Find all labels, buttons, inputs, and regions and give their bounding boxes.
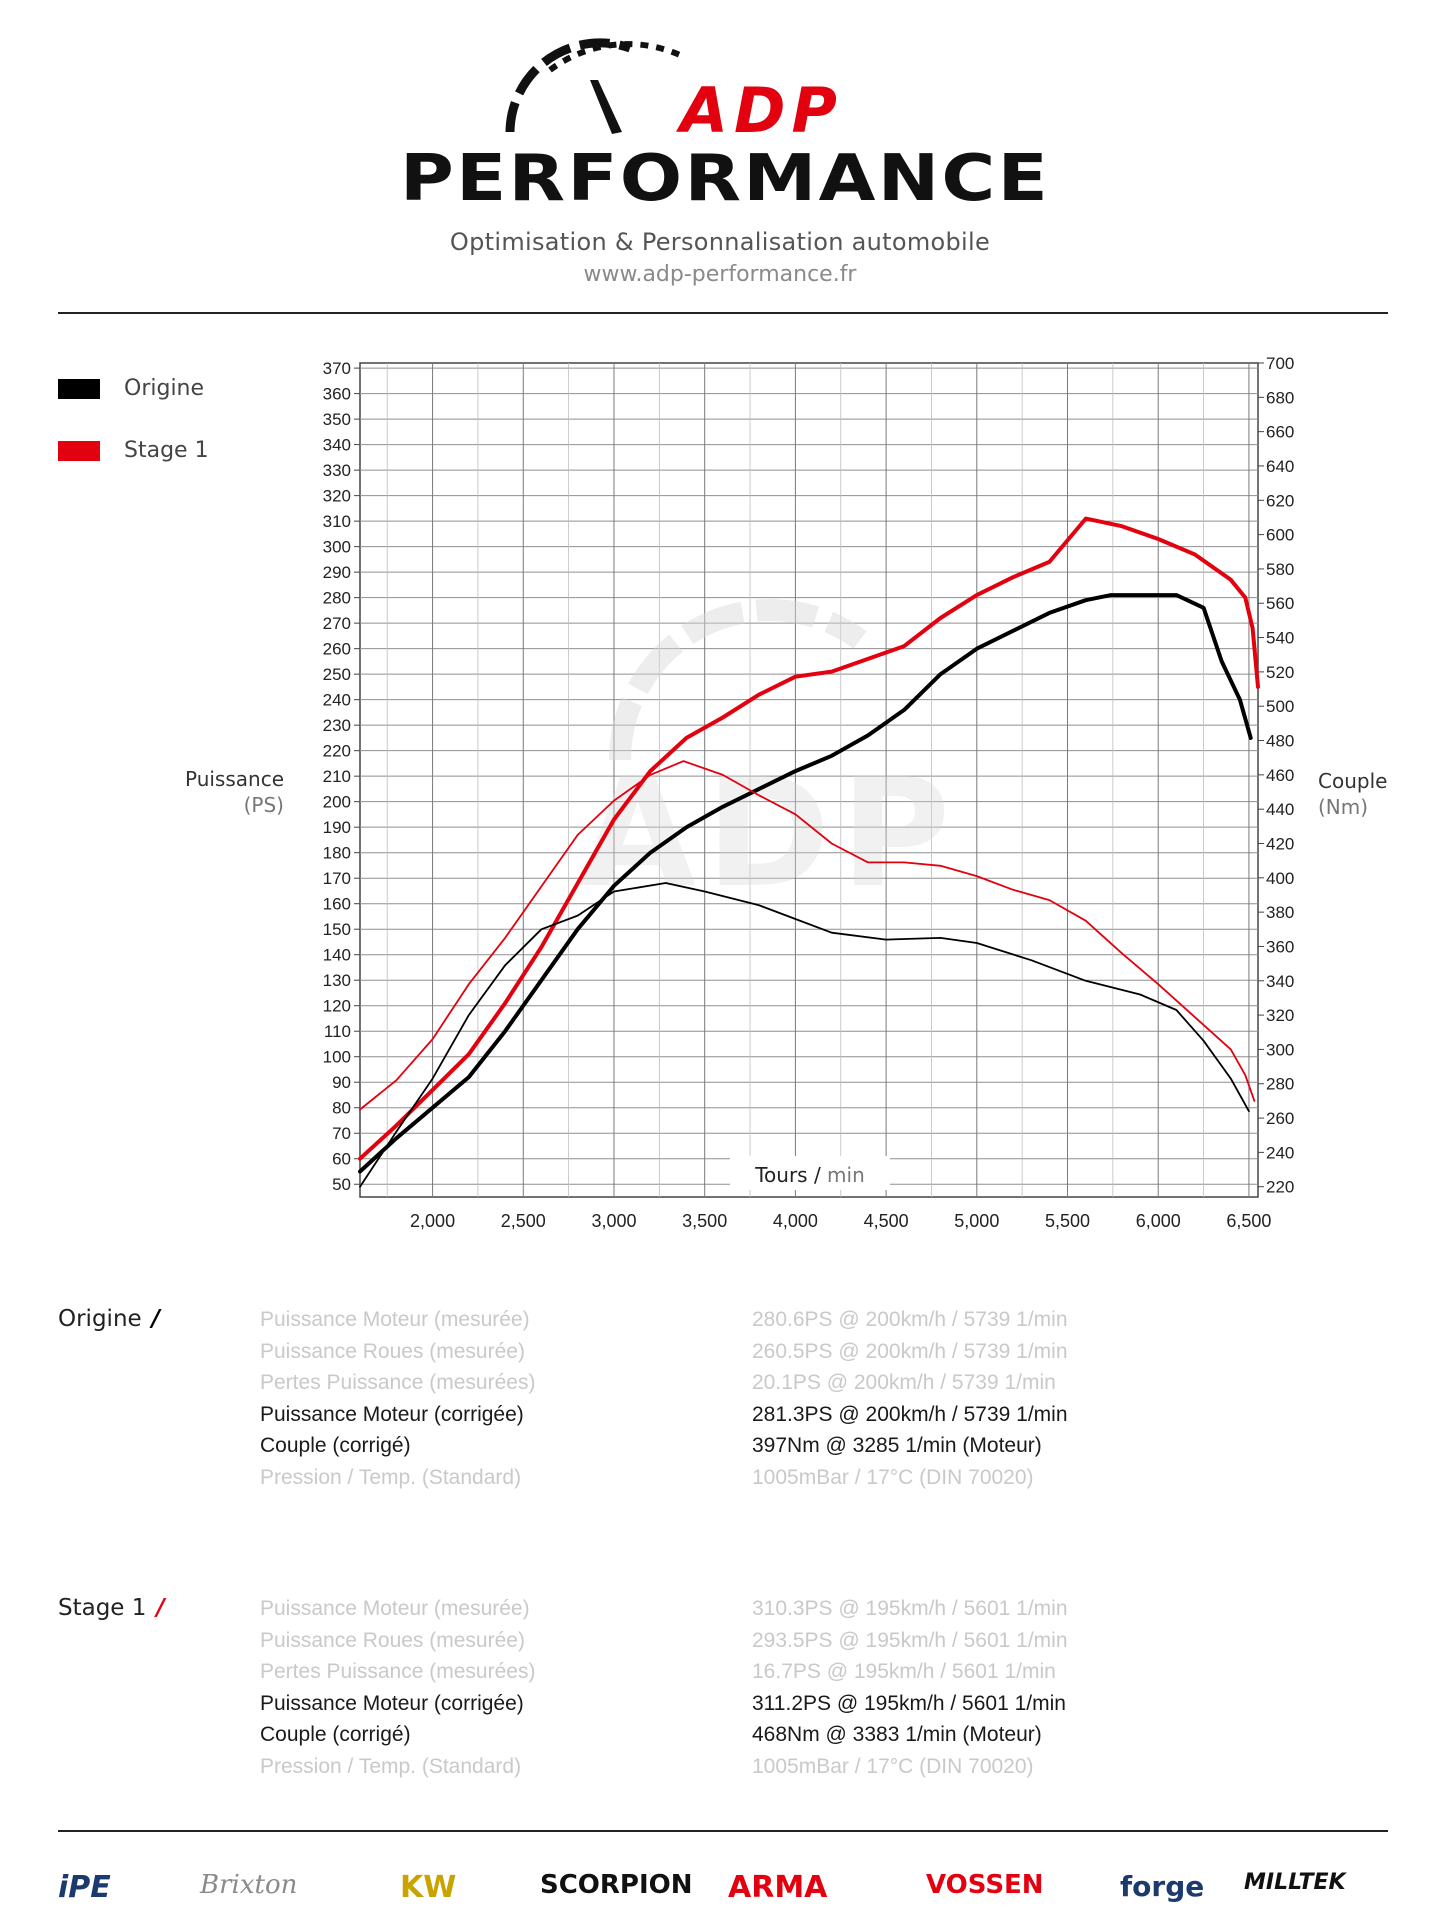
results-title-origine <box>58 1306 160 1332</box>
result-label: Pertes Puissance (mesurées) <box>260 1660 536 1683</box>
results-title-text: Origine <box>58 1306 142 1332</box>
y-tick-label-left: 80 <box>332 1098 351 1118</box>
partner-logo-arma: ARMA <box>728 1870 828 1905</box>
result-label: Puissance Moteur (mesurée) <box>260 1597 530 1620</box>
result-value: 1005mBar / 17°C (DIN 70020) <box>752 1465 1034 1489</box>
result-value: 20.1PS @ 200km/h / 5739 1/min <box>752 1371 1056 1394</box>
y-tick-label-left: 60 <box>332 1149 351 1169</box>
y-tick-label-right: 520 <box>1266 662 1295 682</box>
y-tick-label-right: 360 <box>1266 937 1295 957</box>
result-label: Couple (corrigé) <box>260 1434 411 1457</box>
y-tick-label-left: 70 <box>332 1124 351 1144</box>
y-tick-label-right: 660 <box>1266 422 1295 442</box>
y-axis-title-text: Couple <box>1318 769 1388 793</box>
x-tick-label: 2,000 <box>410 1211 456 1231</box>
y-tick-label-right: 500 <box>1266 697 1295 717</box>
y-tick-label-left: 260 <box>322 639 351 659</box>
y-tick-label-right: 420 <box>1266 834 1295 854</box>
y-tick-label-right: 220 <box>1266 1177 1295 1197</box>
slash-mark: / <box>156 1595 165 1621</box>
result-label: Pression / Temp. (Standard) <box>260 1465 522 1489</box>
results-title-stage1 <box>58 1595 165 1621</box>
partner-logo-milltek: MILLTEK <box>1244 1870 1346 1895</box>
y-tick-label-right: 460 <box>1266 765 1295 785</box>
result-value: 260.5PS @ 200km/h / 5739 1/min <box>752 1339 1068 1363</box>
y-tick-label-left: 90 <box>332 1073 351 1093</box>
y-tick-label-left: 250 <box>322 665 351 685</box>
results-title-text: Stage 1 <box>58 1595 147 1621</box>
x-tick-label: 2,500 <box>500 1211 546 1231</box>
y-tick-label-left: 200 <box>322 792 351 812</box>
partner-logo-forge: forge <box>1120 1870 1205 1903</box>
y-tick-label-left: 340 <box>322 435 351 455</box>
watermark-text: ADP <box>579 747 961 921</box>
result-label: Puissance Moteur (corrigée) <box>260 1402 524 1426</box>
y-axis-title-text: Puissance <box>184 767 284 791</box>
result-label: Pression / Temp. (Standard) <box>260 1754 522 1778</box>
y-tick-label-right: 480 <box>1266 731 1295 751</box>
y-tick-label-right: 260 <box>1266 1109 1295 1129</box>
website-link[interactable]: www.adp-performance.fr <box>583 262 857 287</box>
y-axis-unit: (PS) <box>243 793 284 817</box>
y-tick-label-right: 540 <box>1266 628 1295 648</box>
footer-divider <box>58 1830 1388 1832</box>
y-tick-label-right: 680 <box>1266 388 1295 408</box>
x-tick-label: 3,500 <box>682 1211 728 1231</box>
y-tick-label-left: 290 <box>322 563 351 583</box>
y-tick-label-left: 50 <box>332 1175 351 1195</box>
partner-logo-kw: KW <box>400 1870 457 1905</box>
result-value: 311.2PS @ 195km/h / 5601 1/min <box>752 1691 1066 1715</box>
partner-logo-vossen: VOSSEN <box>926 1870 1044 1900</box>
x-tick-label: 5,000 <box>954 1211 1000 1231</box>
y-tick-label-left: 100 <box>322 1047 351 1067</box>
y-tick-label-left: 270 <box>322 614 351 634</box>
y-tick-label-left: 360 <box>322 384 351 404</box>
y-tick-label-right: 600 <box>1266 525 1295 545</box>
y-tick-label-left: 180 <box>322 843 351 863</box>
legend-label: Stage 1 <box>124 438 209 463</box>
result-value: 280.6PS @ 200km/h / 5739 1/min <box>752 1308 1068 1331</box>
result-label: Puissance Roues (mesurée) <box>260 1339 525 1363</box>
result-value: 293.5PS @ 195km/h / 5601 1/min <box>752 1628 1068 1652</box>
y-tick-label-right: 300 <box>1266 1040 1295 1060</box>
y-tick-label-right: 560 <box>1266 594 1295 614</box>
result-value: 281.3PS @ 200km/h / 5739 1/min <box>752 1402 1068 1426</box>
x-tick-label: 5,500 <box>1044 1211 1091 1231</box>
y-tick-label-left: 110 <box>323 1022 351 1042</box>
x-tick-label: 4,500 <box>863 1211 909 1231</box>
y-tick-label-left: 350 <box>322 410 351 430</box>
y-tick-label-left: 320 <box>322 486 351 506</box>
y-tick-label-right: 580 <box>1266 559 1295 579</box>
result-label: Pertes Puissance (mesurées) <box>260 1371 536 1394</box>
result-label: Puissance Roues (mesurée) <box>260 1628 525 1652</box>
result-label: Puissance Moteur (corrigée) <box>260 1691 524 1715</box>
y-tick-label-right: 700 <box>1266 354 1295 373</box>
y-tick-label-right: 620 <box>1266 491 1295 511</box>
y-tick-label-left: 220 <box>322 741 351 761</box>
y-tick-label-right: 340 <box>1266 971 1295 991</box>
x-tick-label: 3,000 <box>591 1211 637 1231</box>
partner-logo-ipe: iPE <box>58 1870 111 1905</box>
tagline: Optimisation & Personnalisation automobile <box>449 228 991 256</box>
y-tick-label-left: 150 <box>322 920 351 940</box>
partner-logo-brixton: Brixton <box>200 1870 298 1900</box>
y-tick-label-left: 160 <box>322 894 351 914</box>
y-tick-label-left: 300 <box>322 537 351 557</box>
y-tick-label-left: 130 <box>322 971 351 991</box>
y-tick-label-left: 170 <box>322 869 351 889</box>
result-value: 468Nm @ 3383 1/min (Moteur) <box>752 1723 1042 1746</box>
brand-performance: PERFORMANCE <box>400 142 1050 210</box>
y-tick-label-left: 370 <box>322 359 351 379</box>
y-tick-label-left: 280 <box>322 588 351 608</box>
y-tick-label-right: 240 <box>1266 1143 1295 1163</box>
y-tick-label-left: 330 <box>322 461 351 481</box>
x-tick-label: 6,500 <box>1226 1211 1272 1231</box>
y-tick-label-left: 140 <box>322 945 351 965</box>
y-tick-label-right: 640 <box>1266 456 1295 476</box>
y-tick-label-left: 240 <box>322 690 351 710</box>
x-axis-title: Tours / min <box>755 1163 865 1187</box>
y-tick-label-left: 190 <box>322 818 351 838</box>
y-tick-label-right: 280 <box>1266 1074 1295 1094</box>
y-tick-label-left: 120 <box>322 996 351 1016</box>
partner-logo-scorpion: SCORPION <box>540 1870 693 1900</box>
y-tick-label-left: 230 <box>322 716 351 736</box>
result-label: Puissance Moteur (mesurée) <box>260 1308 530 1331</box>
result-value: 1005mBar / 17°C (DIN 70020) <box>752 1754 1034 1778</box>
brand-adp: ADP <box>680 74 843 147</box>
y-tick-label-left: 210 <box>322 767 351 787</box>
result-label: Couple (corrigé) <box>260 1723 411 1746</box>
y-tick-label-right: 400 <box>1266 868 1295 888</box>
slash-mark: / <box>151 1306 161 1332</box>
y-tick-label-right: 440 <box>1266 800 1295 820</box>
result-value: 16.7PS @ 195km/h / 5601 1/min <box>752 1660 1056 1683</box>
y-tick-label-left: 310 <box>322 512 351 532</box>
y-tick-label-right: 320 <box>1266 1006 1295 1026</box>
y-axis-unit: (Nm) <box>1318 795 1369 819</box>
y-tick-label-right: 380 <box>1266 903 1295 923</box>
result-value: 310.3PS @ 195km/h / 5601 1/min <box>752 1597 1068 1620</box>
result-value: 397Nm @ 3285 1/min (Moteur) <box>752 1434 1042 1457</box>
x-tick-label: 4,000 <box>772 1211 818 1231</box>
legend-label: Origine <box>124 376 205 401</box>
x-tick-label: 6,000 <box>1135 1211 1181 1231</box>
